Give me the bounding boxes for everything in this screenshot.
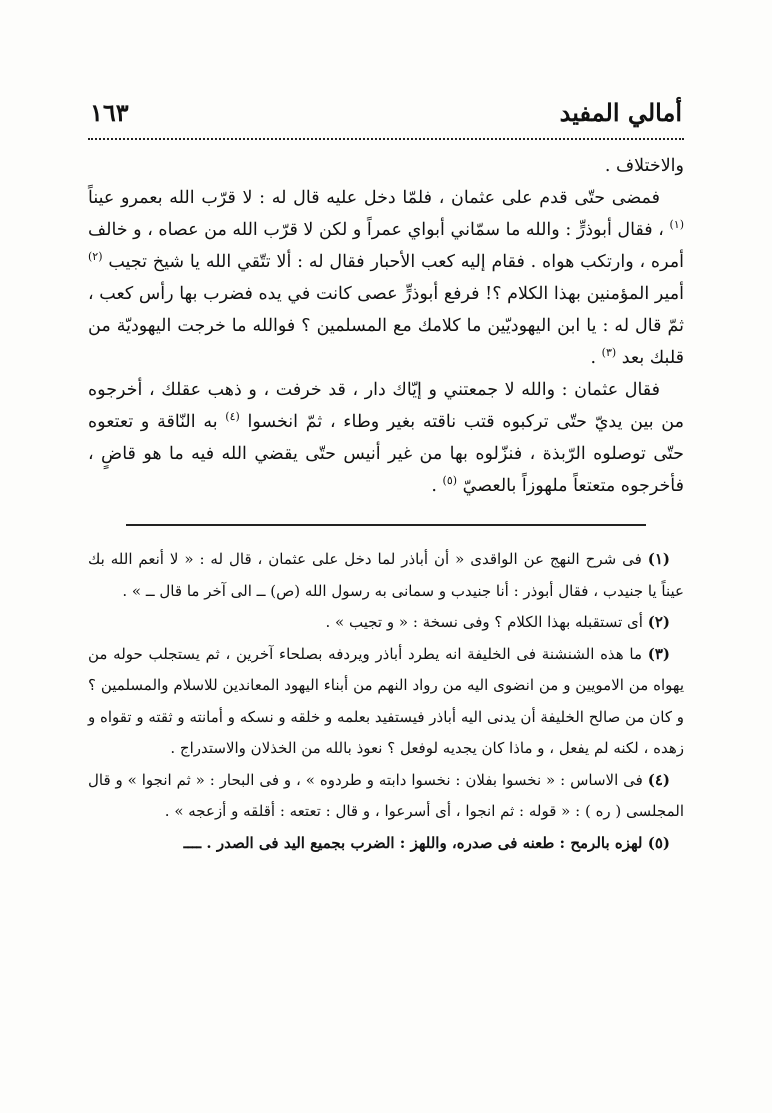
footnote-ref-2[interactable]: (٢) [88, 250, 103, 264]
paragraph-1-part-a: فمضى حتّى قدم على عثمان ، فلمّا دخل عليه قال له : لا قرّب الله بعمرو عيناً [88, 188, 660, 208]
footnotes [88, 544, 684, 859]
main-text [88, 150, 684, 502]
footnote-separator [126, 524, 646, 526]
footnote-ref-5[interactable]: (٥) [442, 474, 458, 488]
footnote-3-number: (٣) [647, 644, 670, 663]
paragraph-2-part-b: به النّاقة و تعتعوه حتّى توصلوه الرّبذة ، فنزّلوه بها من غير أنيس حتّى يقضي الله فيه ما هو قاضٍ ، فأخرجوه متعتعاً ملهوزاً بالعصيّ [88, 412, 684, 496]
footnote-ref-3[interactable]: (٣) [601, 346, 617, 360]
footnote-2-number: (٢) [647, 613, 670, 631]
footnote-4 [88, 765, 684, 828]
footnote-1 [88, 544, 684, 607]
footnote-3 [88, 639, 684, 765]
footnote-ref-1[interactable]: (١) [669, 218, 684, 232]
footnote-5-number: (٥) [647, 833, 670, 852]
paragraph-2-part-c: . [431, 476, 437, 496]
paragraph-2-part-a: فقال عثمان : والله لا جمعتني و إيّاك دار ، قد خرفت ، و ذهب عقلك ، أخرجوه من بين يديّ حتّى تركبوه قتب ناقته بغير وطاء ، ثمّ انخسوا [88, 380, 684, 432]
paragraph-0: والاختلاف . [604, 156, 684, 176]
footnote-5-text: لهزه بالرمح : طعنه فى صدره، واللهز : الضرب بجميع اليد فى الصدر . ــــ [183, 833, 643, 852]
footnote-2 [88, 607, 684, 639]
footnote-4-number: (٤) [647, 770, 670, 789]
footnote-ref-4[interactable]: (٤) [225, 410, 240, 424]
page-header [88, 98, 684, 140]
footnote-3-text: ما هذه الشنشنة فى الخليفة انه يطرد أباذر ويردفه بصلحاء آخرين ، ثم يستجلب حوله من يهواه من الامويين و من انضوى اليه من رواد النهم من أبناء اليهود المعاندين للاسلام والمسلمين ؟ و كان من صالح الخليفة أن يدنى اليه أباذر فيستفيد بعلمه و خلقه و نسكه و أمانته و ثقته و تقواه و زهده ، لكنه لم يفعل ، و ماذا كان يجديه لوفعل ؟ نعوذ بالله من الخذلان والاستدراج . [88, 644, 684, 757]
page-number: ١٦٣ [90, 98, 129, 127]
footnote-5 [88, 828, 684, 860]
footnote-4-text: فى الاساس : « نخسوا بفلان : نخسوا دابته و طردوه » ، و فى البحار : « ثم انجوا » و قال المجلسى ( ره ) : « قوله : ثم انجوا ، أى أسرعوا ، و قال : تعتعه : أقلقه و أزعجه » . [88, 770, 684, 820]
paragraph-1-part-c: أمير المؤمنين بهذا الكلام ؟! فرفع أبوذرٍّ عصى كانت في يده فضرب بها رأس كعب ، ثمّ قال له : يا ابن اليهوديّين ما كلامك مع المسلمين ؟ فوالله ما خرجت اليهوديّة من قلبك بعد [88, 284, 684, 368]
footnote-2-text: أى تستقبله بهذا الكلام ؟ وفى نسخة : « و تجيب » . [325, 613, 643, 631]
paragraph-1-part-d: . [590, 348, 597, 368]
footnote-1-number: (١) [647, 550, 670, 568]
paragraph-2 [88, 374, 684, 502]
paragraph-1-part-b: ، فقال أبوذرٍّ : والله ما سمّاني أبواي عمراً و لكن لا قرّب الله من عصاه ، و خالف أمره ، وارتكب هواه . فقام إليه كعب الأحبار فقال له : ألا تتّقي الله يا شيخ تجيب [88, 220, 684, 272]
paragraph-1 [88, 182, 684, 374]
running-title: أمالي المفيد [559, 98, 682, 127]
footnote-1-text: فى شرح النهج عن الواقدى « أن أباذر لما دخل على عثمان ، قال له : « لا أنعم الله بك عيناً يا جنيدب ، فقال أبوذر : أنا جنيدب و سمانى به رسول الله (ص) ــ الى آخر ما قال ــ » . [88, 550, 684, 600]
